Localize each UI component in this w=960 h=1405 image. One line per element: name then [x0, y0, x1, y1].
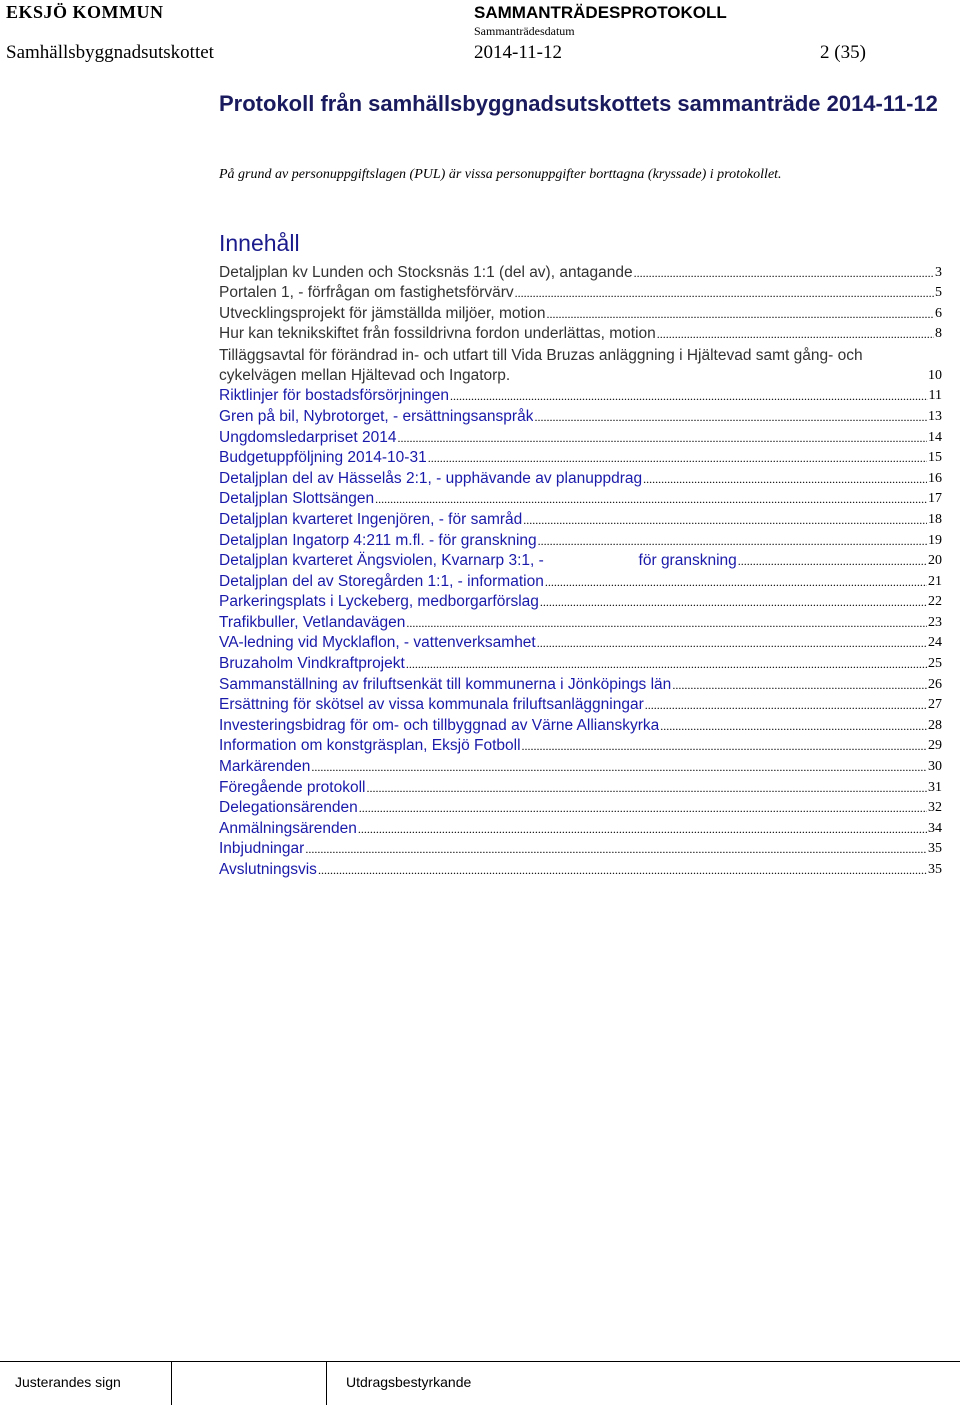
header-committee: Samhällsbyggnadsutskottet — [6, 42, 214, 63]
toc-leader-dots — [537, 633, 927, 653]
toc-entry-page: 17 — [928, 491, 942, 507]
toc-leader-dots — [359, 798, 927, 818]
toc-leader-dots — [406, 613, 927, 633]
toc-entry[interactable] — [219, 406, 942, 427]
toc-heading: Innehåll — [219, 230, 300, 256]
toc-entry[interactable] — [219, 839, 942, 860]
toc-entry-page: 6 — [935, 305, 942, 321]
toc-entry-title: Sammanställning av friluftsenkät till kommunerna i Jönköpings län — [219, 675, 672, 693]
toc-entry-title: Bruzaholm Vindkraftprojekt — [219, 655, 405, 673]
toc-entry-title: Avslutningsvis — [219, 861, 317, 879]
toc-entry[interactable] — [219, 324, 942, 345]
toc-entry[interactable] — [219, 448, 942, 469]
toc-entry-page: 18 — [928, 511, 942, 527]
toc-entry[interactable] — [219, 633, 942, 654]
toc-entry-title: Utvecklingsprojekt för jämställda miljöer, motion — [219, 304, 546, 322]
header-page-number: 2 (35) — [820, 42, 866, 63]
toc-entry-page: 32 — [928, 800, 942, 816]
header-date: 2014-11-12 — [474, 42, 562, 63]
toc-leader-dots — [546, 304, 934, 324]
toc-entry-title: Anmälningsärenden — [219, 819, 357, 837]
toc-entry-title: Gren på bil, Nybrotorget, - ersättningsanspråk — [219, 407, 534, 425]
toc-entry-title: Budgetuppföljning 2014-10-31 — [219, 449, 427, 467]
toc-entry-page: 35 — [928, 841, 942, 857]
toc-entry[interactable] — [219, 427, 942, 448]
toc-leader-dots — [311, 757, 927, 777]
toc-leader-dots — [318, 860, 927, 880]
toc-leader-dots — [375, 489, 927, 509]
document-title: Protokoll från samhällsbyggnadsutskottets sammanträde 2014-11-12 — [219, 91, 938, 116]
toc-entry-page: 19 — [928, 532, 942, 548]
toc-entry-page: 31 — [928, 779, 942, 795]
toc-entry-title: Tilläggsavtal för förändrad in- och utfart till Vida Bruzas anläggning i Hjältevad samt gång- och cykelvägen mellan Hjältevad och Ingatorp. — [219, 346, 863, 384]
toc-entry-page: 5 — [935, 285, 942, 301]
toc-leader-dots — [358, 819, 927, 839]
toc-entry[interactable] — [219, 777, 942, 798]
toc-entry[interactable] — [219, 509, 942, 530]
toc-leader-dots — [428, 448, 927, 468]
signature-footer — [0, 1361, 960, 1405]
toc-leader-dots — [522, 736, 927, 756]
toc-entry-page: 16 — [928, 470, 942, 486]
toc-entry-title: Information om konstgräsplan, Eksjö Fotboll — [219, 737, 521, 755]
toc-entry-page: 35 — [928, 862, 942, 878]
privacy-note: På grund av personuppgiftslagen (PUL) är vissa personuppgifter borttagna (kryssade) i protokollet. — [219, 167, 782, 182]
sign-label: Justerandes sign — [15, 1374, 121, 1390]
toc-entry[interactable] — [219, 653, 942, 674]
toc-entry-title: Inbjudningar — [219, 840, 305, 858]
toc-leader-dots — [515, 283, 934, 303]
toc-leader-dots — [398, 428, 928, 448]
toc-entry[interactable] — [219, 468, 942, 489]
signature-cell-left — [0, 1362, 172, 1405]
toc-entry[interactable] — [219, 303, 942, 324]
toc-leader-dots — [643, 469, 927, 489]
toc-entry-page: 29 — [928, 738, 942, 754]
toc-entry-title: Trafikbuller, Vetlandavägen — [219, 613, 406, 631]
toc-entry[interactable] — [219, 283, 942, 304]
toc-entry-title: Ersättning för skötsel av vissa kommunala friluftsanläggningar — [219, 696, 644, 714]
toc-entry[interactable] — [219, 530, 942, 551]
toc-entry[interactable] — [219, 592, 942, 613]
toc-leader-dots — [523, 510, 927, 530]
toc-entry-page: 8 — [935, 326, 942, 342]
toc-entry-title: Detaljplan kvarteret Ängsviolen, Kvarnarp 3:1, - för granskning — [219, 552, 737, 570]
toc-entry-page: 21 — [928, 573, 942, 589]
toc-leader-dots — [450, 386, 927, 406]
toc-entry-title: Ungdomsledarpriset 2014 — [219, 428, 397, 446]
toc-entry-title: Detaljplan Ingatorp 4:211 m.fl. - för granskning — [219, 531, 537, 549]
toc-entry-page: 22 — [928, 594, 942, 610]
signature-cell-right — [326, 1362, 959, 1405]
toc-entry[interactable] — [219, 612, 942, 633]
table-of-contents — [219, 262, 942, 880]
toc-entry-title: Portalen 1, - förfrågan om fastighetsförvärv — [219, 284, 514, 302]
signature-cell-middle — [171, 1362, 327, 1405]
toc-entry-page: 30 — [928, 759, 942, 775]
toc-entry[interactable] — [219, 736, 942, 757]
toc-entry-title: Markärenden — [219, 758, 311, 776]
toc-entry[interactable] — [219, 715, 942, 736]
toc-entry[interactable] — [219, 386, 942, 407]
toc-entry[interactable] — [219, 551, 942, 572]
toc-entry-title: VA-ledning vid Mycklaflon, - vattenverksamhet — [219, 634, 536, 652]
toc-entry-title: Parkeringsplats i Lyckeberg, medborgarförslag — [219, 593, 539, 611]
toc-leader-dots — [406, 654, 927, 674]
toc-leader-dots — [534, 407, 927, 427]
toc-entry[interactable] — [219, 489, 942, 510]
toc-entry-page: 24 — [928, 635, 942, 651]
toc-entry-page: 27 — [928, 697, 942, 713]
toc-entry-page: 34 — [928, 820, 942, 836]
toc-entry-title: Föregående protokoll — [219, 778, 366, 796]
toc-entry[interactable] — [219, 818, 942, 839]
toc-entry[interactable] — [219, 571, 942, 592]
toc-entry-title: Detaljplan del av Hässelås 2:1, - upphävande av planuppdrag — [219, 469, 643, 487]
toc-entry-title: Riktlinjer för bostadsförsörjningen — [219, 387, 450, 405]
header-document-type: SAMMANTRÄDESPROTOKOLL — [474, 3, 727, 22]
toc-entry[interactable] — [219, 262, 942, 283]
certify-label: Utdragsbestyrkande — [346, 1374, 472, 1390]
toc-entry-page: 20 — [928, 553, 942, 569]
toc-entry-page: 15 — [928, 450, 942, 466]
toc-entry[interactable] — [219, 859, 942, 880]
toc-entry[interactable] — [219, 674, 942, 695]
toc-entry-title: Hur kan teknikskiftet från fossildrivna fordon underlättas, motion — [219, 325, 656, 343]
toc-entry-page: 10 — [928, 367, 942, 383]
toc-leader-dots — [538, 531, 927, 551]
toc-leader-dots — [660, 716, 927, 736]
toc-entry-title: Detaljplan Slottsängen — [219, 490, 375, 508]
toc-entry-title: Delegationsärenden — [219, 799, 358, 817]
toc-leader-dots — [645, 695, 927, 715]
toc-entry-page: 11 — [928, 388, 942, 404]
toc-entry-page: 23 — [928, 614, 942, 630]
toc-entry[interactable] — [219, 695, 942, 716]
toc-entry-title: Detaljplan kvarteret Ingenjören, - för samråd — [219, 510, 523, 528]
toc-leader-dots — [305, 839, 927, 859]
toc-entry-page: 25 — [928, 656, 942, 672]
toc-entry-title: Investeringsbidrag för om- och tillbyggnad av Värne Allianskyrka — [219, 716, 660, 734]
toc-leader-dots — [634, 263, 934, 283]
toc-entry-title: Detaljplan kv Lunden och Stocksnäs 1:1 (del av), antagande — [219, 263, 633, 281]
toc-entry-page: 14 — [928, 429, 942, 445]
toc-entry[interactable] — [219, 344, 942, 385]
toc-entry[interactable] — [219, 756, 942, 777]
toc-leader-dots — [738, 551, 927, 571]
toc-leader-dots — [672, 675, 927, 695]
toc-entry[interactable] — [219, 798, 942, 819]
header-organization: EKSJÖ KOMMUN — [6, 2, 164, 22]
toc-leader-dots — [367, 778, 928, 798]
toc-leader-dots — [657, 324, 934, 344]
header-date-label: Sammanträdesdatum — [474, 24, 575, 38]
toc-leader-dots — [540, 592, 927, 612]
toc-entry-page: 13 — [928, 408, 942, 424]
toc-leader-dots — [545, 572, 927, 592]
toc-entry-page: 3 — [935, 264, 942, 280]
toc-entry-page: 28 — [928, 717, 942, 733]
toc-entry-title: Detaljplan del av Storegården 1:1, - information — [219, 572, 544, 590]
toc-entry-page: 26 — [928, 676, 942, 692]
